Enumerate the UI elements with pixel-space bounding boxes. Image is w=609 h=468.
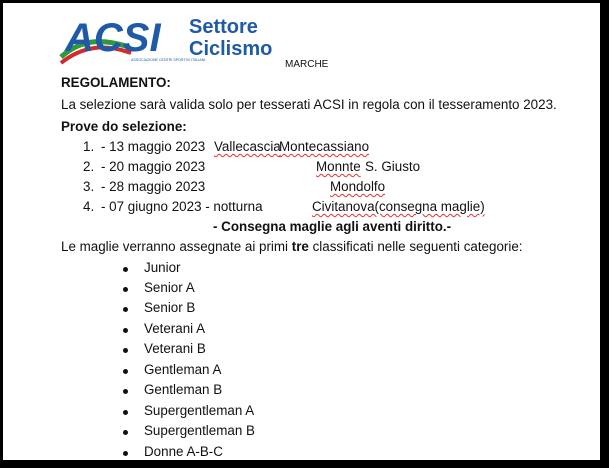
- intro-text: La selezione sarà valida solo per tesserati ACSI in regola con il tesseramento 2023.: [61, 97, 557, 112]
- logo-ciclismo: Ciclismo: [189, 38, 273, 60]
- races-heading: Prove do selezione:: [61, 119, 187, 134]
- logo-acronym: ACSI: [65, 16, 161, 60]
- bullet-icon: [123, 307, 128, 312]
- bullet-icon: [123, 287, 128, 292]
- bullet-icon: [123, 328, 128, 333]
- logo-settore: Settore: [189, 16, 258, 38]
- delivery-note: - Consegna maglie agli aventi diritto.-: [213, 219, 452, 234]
- bullet-icon: [123, 410, 128, 415]
- bullet-icon: [123, 451, 128, 456]
- bullet-icon: [123, 430, 128, 435]
- title: REGOLAMENTO:: [61, 75, 171, 90]
- logo-region: MARCHE: [285, 59, 329, 70]
- logo-small-text: ASSOCIAZIONE CENTRI SPORTIVI ITALIANI: [131, 58, 206, 62]
- bullet-icon: [123, 267, 128, 272]
- acsi-logo: [59, 11, 289, 71]
- bullet-icon: [123, 348, 128, 353]
- bullet-icon: [123, 389, 128, 394]
- bullet-icon: [123, 369, 128, 374]
- maglie-sentence: Le maglie verranno assegnate ai primi tre classificati nelle seguenti categorie:: [61, 239, 523, 254]
- document-page: ACSI Settore Ciclismo ASSOCIAZIONE CENTRI SPORTIVI ITALIANI MARCHE REGOLAMENTO: La selezione sarà valida solo per tesserati ACSI in regola con il tesseramento 2023. Prove do selezione: 1. - 13 maggio 2023 Vallecascia Montecassiano 2. - 20 maggio 2023 Monnte S. Giusto 3. - 28 maggio 2023 Mondolfo 4. - 07 giugno 2023 - notturna Civitanova(consegna maglie) - Consegna maglie agli aventi diritto.- Le maglie verranno assegnate ai primi tre classificati nelle seguenti categorie: Junior Senior A Senior B Veterani A Veterani B Gentleman A Gentleman B Supergentleman A Supergentleman B Donne A-B-C: [3, 3, 600, 460]
